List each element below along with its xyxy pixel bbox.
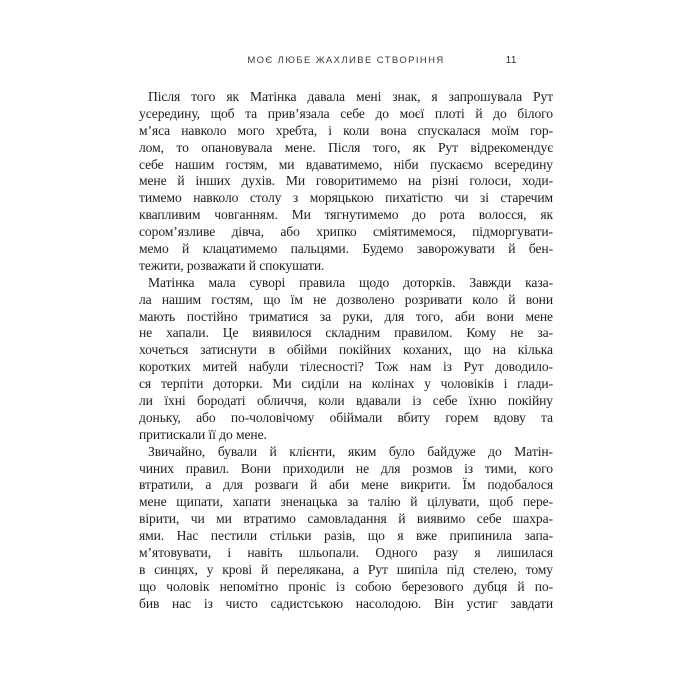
paragraph — [139, 275, 553, 444]
text-line: коротких митей набули тілесності? Тож нам із Рут доводило- — [139, 359, 553, 375]
text-line: вірити, чи ми втратимо самовладання й виявимо себе шахра- — [139, 511, 553, 527]
text-line: ся терпіти доторки. Ми сиділи на колінах у чоловіків і глади- — [139, 376, 553, 392]
text-line: тежити, розважати й спокушати. — [139, 257, 325, 273]
text-line: в синцях, у крові й перелякана, а Рут шипіла під стелею, тому — [139, 561, 553, 577]
text-line: м’яса навколо мого хребта, і коли вона спускалася моїм гор- — [139, 122, 553, 138]
text-line: хочеться затиснути в обійми покійних коханих, що на кілька — [139, 342, 553, 358]
text-line: що чоловік непомітно проніс із собою березового дубця й по- — [139, 578, 553, 594]
text-line: Звичайно, бували й клієнти, яким було байдуже до Матін- — [148, 443, 553, 459]
page-body — [139, 89, 553, 613]
text-line: Матінка мала суворі правила щодо доторків. Завжди каза- — [148, 274, 553, 290]
text-line: доньку, або по-чоловічому обіймали вбиту горем вдову та — [139, 409, 553, 425]
page-number: 11 — [505, 55, 517, 66]
text-line: мене щипати, хапати зненацька за талію й цілувати, щоб пере- — [139, 494, 553, 510]
text-line: квапливим човганням. Ми тягнутимемо до рота волосся, як — [139, 207, 553, 223]
text-line: мають постійно триматися за руки, для того, аби вони мене — [139, 308, 553, 324]
text-line: ли їхні бородаті обличчя, коли вдавали із себе їхню покійну — [139, 393, 553, 409]
text-line: тимемо навколо столу з моряцькою пихатістю чи зі старечим — [139, 190, 553, 206]
text-line: ями. Нас пестили стільки разів, що я вже припинила запа- — [139, 528, 553, 544]
text-line: м’ятовувати, і навіть шльопали. Одного разу я лишилася — [139, 545, 553, 561]
text-line: Після того як Матінка давала мені знак, я запрошувала Рут — [148, 89, 553, 104]
text-line: мемо й клацатимемо пальцями. Будемо заворожувати й бен- — [139, 241, 553, 257]
text-line: бив нас із чисто садистською насолодою. Він устиг завдати — [139, 595, 553, 611]
text-line: ла нашим гостям, що їм не дозволено розривати коло й вони — [139, 291, 553, 307]
text-line: втратили, а для розваги й аби мене викрити. Їм подобалося — [139, 477, 553, 493]
text-line: не хапали. Це виявилося складним правилом. Кому не за- — [139, 325, 553, 341]
text-line: притискали її до мене. — [139, 426, 267, 442]
text-line: усередину, щоб та прив’язала себе до моєї плоті й до білого — [139, 105, 553, 121]
paragraph — [139, 444, 553, 613]
text-line: чиних правил. Вони приходили не для розмов із тими, кого — [139, 460, 553, 476]
text-line: мене й інших духів. Ми говоритимемо на різні голоси, ходи- — [139, 173, 553, 189]
running-title: МОЄ ЛЮБЕ ЖАХЛИВЕ СТВОРІННЯ — [247, 55, 445, 66]
text-line: сором’язливе дівча, або хрипко сміятимемося, підморгувати- — [139, 224, 553, 240]
paragraph — [139, 89, 553, 275]
text-line: себе нашим гостям, ми вдаватимемо, ніби пускаємо всередину — [139, 156, 553, 172]
text-line: лом, то опановувала мене. Після того, як Рут відрекомендує — [139, 139, 553, 155]
